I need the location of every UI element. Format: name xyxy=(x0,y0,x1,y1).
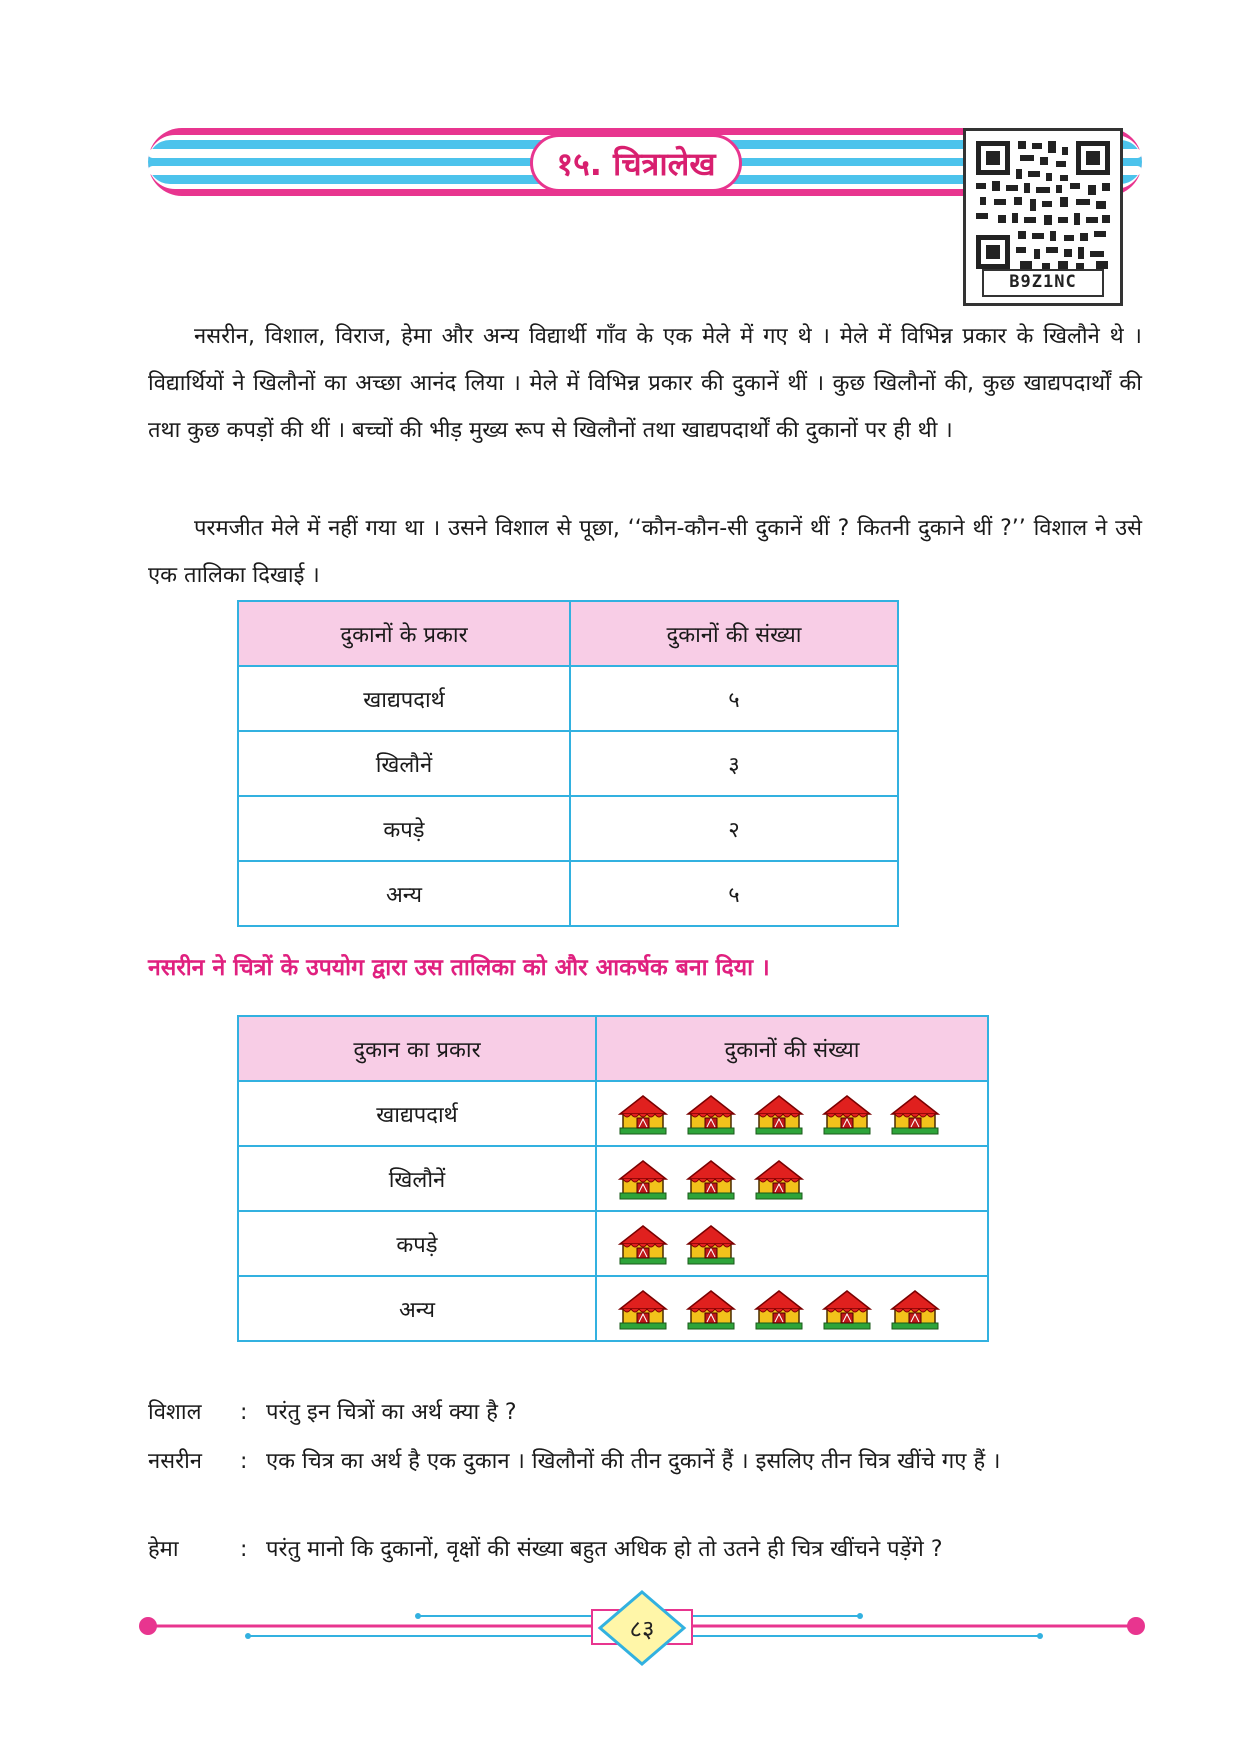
table-cell-count: २ xyxy=(570,796,898,861)
pictograph-cell xyxy=(596,1081,988,1146)
dialogue-text: परंतु मानो कि दुकानों, वृक्षों की संख्या बहुत अधिक हो तो उतने ही चित्र खींचने पड़ेंगे ? xyxy=(266,1537,943,1562)
table-header-row xyxy=(238,1016,988,1081)
table-cell-count: ३ xyxy=(570,731,898,796)
table-cell-type: कपड़े xyxy=(238,1211,596,1276)
table-row xyxy=(238,1081,988,1146)
table-row xyxy=(238,861,898,926)
pictograph-cell xyxy=(596,1276,988,1341)
shop-count-table xyxy=(237,600,899,927)
shop-icon xyxy=(685,1222,737,1266)
pictograph-cell xyxy=(596,1146,988,1211)
dialogue-colon: : xyxy=(240,1400,248,1425)
pictograph-cell xyxy=(596,1211,988,1276)
shop-icon xyxy=(617,1092,669,1136)
pictograph-table xyxy=(237,1015,989,1342)
shop-icon xyxy=(617,1287,669,1331)
table-header-cell: दुकानों की संख्या xyxy=(570,601,898,666)
table-row xyxy=(238,1211,988,1276)
qr-code-icon xyxy=(972,137,1114,273)
dialogue-text: एक चित्र का अर्थ है एक दुकान । खिलौनों की तीन दुकानें हैं । इसलिए तीन चित्र खींचे गए हैं । xyxy=(266,1449,1001,1474)
dialogue-colon: : xyxy=(240,1537,248,1562)
table-header-cell: दुकानों की संख्या xyxy=(596,1016,988,1081)
dialogue-line xyxy=(148,1530,1142,1570)
table-cell-count: ५ xyxy=(570,861,898,926)
table-header-cell: दुकान का प्रकार xyxy=(238,1016,596,1081)
page-number: ८३ xyxy=(629,1615,655,1643)
dialogue-colon: : xyxy=(240,1449,248,1474)
table-cell-count: ५ xyxy=(570,666,898,731)
intro-paragraph: नसरीन, विशाल, विराज, हेमा और अन्य विद्यार्थी गाँव के एक मेले में गए थे । मेले में विभिन्न प्रकार के खिलौने थे । विद्यार्थियों ने खिलौनों का अच्छा आनंद लिया । मेले में विभिन्न प्रकार की दुकानें थीं । कुछ खिलौनों की, कुछ खाद्यपदार्थों की तथा कुछ कपड़ों की थीं । बच्चों की भीड़ मुख्य रूप से खिलौनों तथा खाद्यपदार्थों की दुकानों पर ही थी । xyxy=(148,324,1142,443)
table-cell-type: खाद्यपदार्थ xyxy=(238,666,570,731)
chapter-title: १५. चित्रालेख xyxy=(556,144,716,183)
shop-icon xyxy=(753,1157,805,1201)
shop-icon xyxy=(685,1157,737,1201)
shop-icon xyxy=(617,1157,669,1201)
pictograph-note: नसरीन ने चित्रों के उपयोग द्वारा उस तालिका को और आकर्षक बना दिया । xyxy=(148,955,770,981)
dialogue-speaker: नसरीन xyxy=(148,1449,202,1474)
qr-code-label: B9Z1NC xyxy=(982,269,1104,297)
shop-icon xyxy=(753,1287,805,1331)
chapter-title-pill xyxy=(530,134,742,192)
table-row xyxy=(238,666,898,731)
shop-icon xyxy=(685,1092,737,1136)
table-cell-type: अन्य xyxy=(238,861,570,926)
table-row xyxy=(238,731,898,796)
dialogue-text: परंतु इन चित्रों का अर्थ क्या है ? xyxy=(266,1400,517,1425)
shop-icon xyxy=(821,1287,873,1331)
table-cell-type: खाद्यपदार्थ xyxy=(238,1081,596,1146)
shop-icon xyxy=(617,1222,669,1266)
dialogue-line xyxy=(148,1393,1142,1433)
table-cell-type: खिलौनें xyxy=(238,1146,596,1211)
table-header-row xyxy=(238,601,898,666)
qr-code[interactable] xyxy=(963,128,1123,306)
table-row xyxy=(238,796,898,861)
shop-icon xyxy=(889,1092,941,1136)
question-paragraph: परमजीत मेले में नहीं गया था । उसने विशाल से पूछा, ‘‘कौन-कौन-सी दुकानें थीं ? कितनी दुकाने थीं ?’’ विशाल ने उसे एक तालिका दिखाई । xyxy=(148,516,1142,588)
dialogue-speaker: विशाल xyxy=(148,1400,202,1425)
page-footer xyxy=(0,1590,1241,1670)
table-cell-type: अन्य xyxy=(238,1276,596,1341)
shop-icon xyxy=(889,1287,941,1331)
table-cell-type: खिलौनें xyxy=(238,731,570,796)
table-header-cell: दुकानों के प्रकार xyxy=(238,601,570,666)
table-cell-type: कपड़े xyxy=(238,796,570,861)
table-row xyxy=(238,1146,988,1211)
dialogue-line xyxy=(148,1442,1142,1522)
dialogue-speaker: हेमा xyxy=(148,1537,179,1562)
table-row xyxy=(238,1276,988,1341)
shop-icon xyxy=(753,1092,805,1136)
shop-icon xyxy=(821,1092,873,1136)
shop-icon xyxy=(685,1287,737,1331)
